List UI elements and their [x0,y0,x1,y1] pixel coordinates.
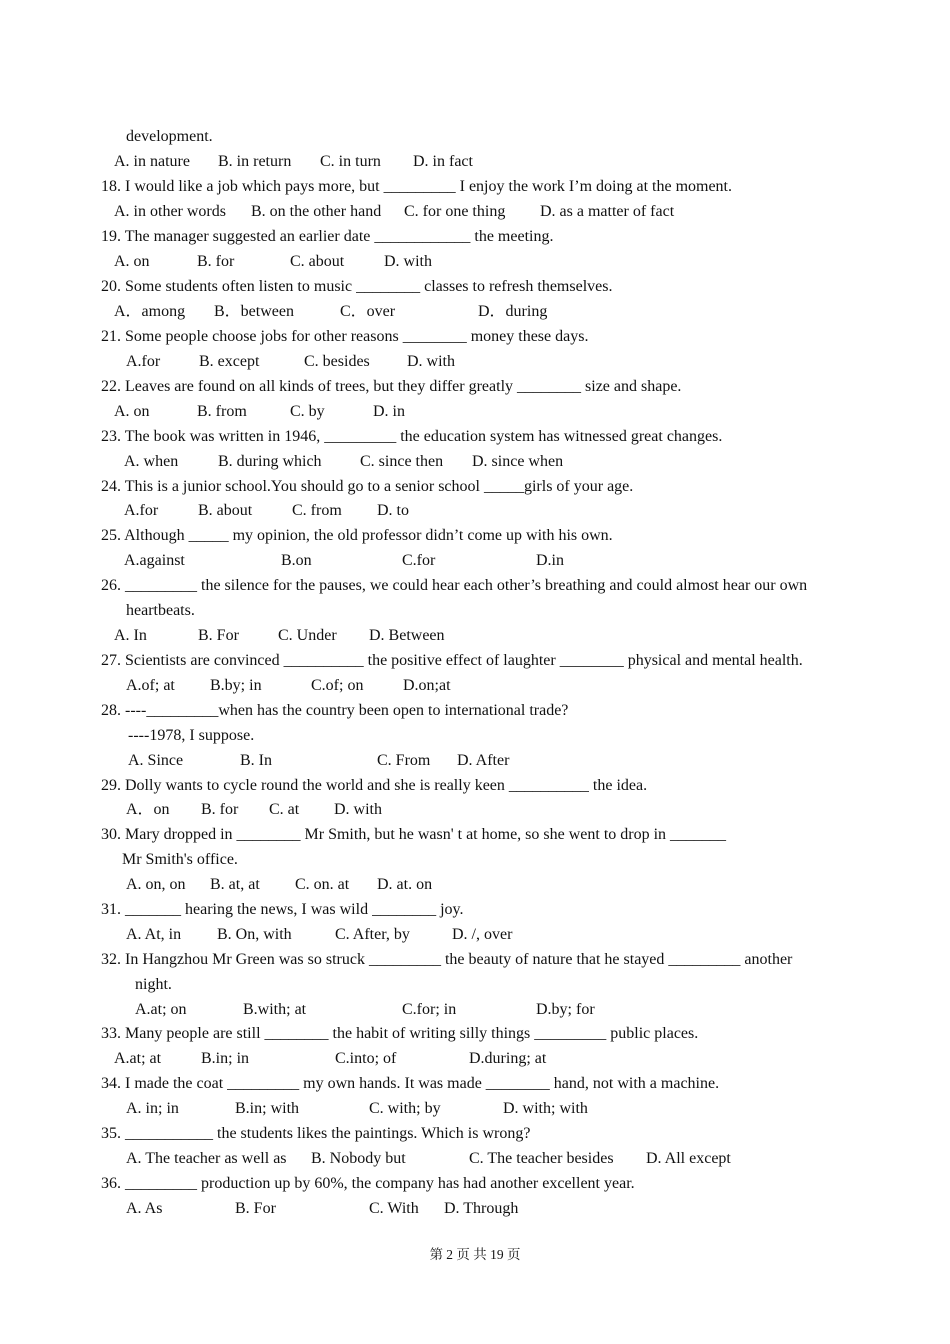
question-32: 32. In Hangzhou Mr Green was so struck _________ the beauty of nature that he stayed _________ another [101,951,793,968]
option-c: C. Under [278,627,337,644]
option-a: A.of; at [126,677,175,694]
option-c: C. From [377,752,431,769]
option-a: A.at; at [114,1050,162,1067]
option-d: D. to [377,502,409,519]
option-b: B. at, at [210,876,260,893]
option-b: B. during which [218,453,322,470]
option-b: B. on the other hand [251,203,382,220]
option-b: B. for [197,253,235,270]
option-c: C. at [269,801,300,818]
option-c: C. by [290,403,325,420]
option-a: A. on [114,403,150,420]
question-18: 18. I would like a job which pays more, but _________ I enjoy the work I’m doing at the moment. [101,178,732,195]
option-d: D. at. on [377,876,433,893]
option-b: B. except [199,353,260,370]
option-b: B. Nobody but [311,1150,406,1167]
option-a: A. The teacher as well as [126,1150,287,1167]
question-24: 24. This is a junior school.You should go to a senior school _____girls of your age. [101,478,634,495]
option-a: A.at; on [135,1001,187,1018]
option-b: B. On, with [217,926,292,943]
question-28: 28. ----_________when has the country been open to international trade? [101,702,569,719]
option-c: C.into; of [335,1050,397,1067]
page-footer: 第 2 页 共 19 页 [429,1247,521,1262]
question-27: 27. Scientists are convinced __________ the positive effect of laughter ________ physical and mental health. [101,652,803,669]
option-a: A. Since [128,752,184,769]
option-c: C. on. at [295,876,350,893]
option-a: A.against [124,552,185,569]
question-21: 21. Some people choose jobs for other reasons ________ money these days. [101,328,589,345]
option-b: B. For [235,1200,276,1217]
question-31: 31. _______ hearing the news, I was wild ________ joy. [101,901,464,918]
question-32-continued: night. [135,976,172,993]
question-30-continued: Mr Smith's office. [122,851,238,868]
option-a: A. At, in [126,926,182,943]
option-b: B. In [240,752,272,769]
option-d: D. in [373,403,405,420]
option-a: A. on [114,253,150,270]
option-b: B. from [197,403,247,420]
option-a: A.for [126,353,161,370]
option-a: A. when [124,453,179,470]
text-line: development. [126,128,213,145]
question-26: 26. _________ the silence for the pauses, we could hear each other’s breathing and could almost hear our own [101,577,808,594]
option-d: D. since when [472,453,564,470]
option-d: D.in [536,552,564,569]
question-28-reply: ----1978, I suppose. [128,727,255,744]
question-23: 23. The book was written in 1946, _________ the education system has witnessed great changes. [101,428,723,445]
option-b: B.in; with [235,1100,300,1117]
option-c: C．over [340,303,396,320]
option-c: C. in turn [320,153,381,170]
option-a: A．on [126,801,170,818]
option-c: C. After, by [335,926,410,943]
option-d: D. Between [369,627,445,644]
option-c: C. since then [360,453,444,470]
option-c: C. With [369,1200,419,1217]
question-33: 33. Many people are still ________ the habit of writing silly things _________ public places. [101,1025,699,1042]
option-d: D．during [478,303,548,320]
option-c: C.for [402,552,436,569]
question-25: 25. Although _____ my opinion, the old professor didn’t come up with his own. [101,527,613,544]
option-b: B．between [214,303,294,320]
option-d: D. with [384,253,432,270]
option-c: C. The teacher besides [469,1150,614,1167]
question-19: 19. The manager suggested an earlier date ____________ the meeting. [101,228,554,245]
option-b: B.on [281,552,312,569]
option-b: B. for [201,801,239,818]
question-26-continued: heartbeats. [126,602,195,619]
option-a: A. in; in [126,1100,179,1117]
option-a: A. on, on [126,876,186,893]
option-d: D. After [457,752,510,769]
option-a: A. in nature [114,153,190,170]
question-22: 22. Leaves are found on all kinds of trees, but they differ greatly ________ size and shape. [101,378,682,395]
option-c: C. with; by [369,1100,441,1117]
option-d: D. All except [646,1150,731,1167]
question-34: 34. I made the coat _________ my own hands. It was made ________ hand, not with a machine. [101,1075,720,1092]
option-b: B. about [198,502,253,519]
option-c: C. from [292,502,342,519]
question-30: 30. Mary dropped in ________ Mr Smith, but he wasn' t at home, so she went to drop in _______ [101,826,727,843]
option-c: C.for; in [402,1001,457,1018]
option-d: D. in fact [413,153,473,170]
option-b: B.by; in [210,677,262,694]
option-c: C. for one thing [404,203,506,220]
option-d: D.on;at [403,677,451,694]
option-d: D. Through [444,1200,519,1217]
option-d: D. with [334,801,382,818]
question-20: 20. Some students often listen to music ________ classes to refresh themselves. [101,278,613,295]
option-b: B. For [198,627,239,644]
option-a: A．among [114,303,186,320]
option-c: C.of; on [311,677,364,694]
option-a: A. As [126,1200,163,1217]
option-b: B. in return [218,153,292,170]
question-36: 36. _________ production up by 60%, the company has had another excellent year. [101,1175,635,1192]
option-d: D. /, over [452,926,513,943]
option-d: D.by; for [536,1001,595,1018]
option-d: D. with; with [503,1100,588,1117]
option-d: D. as a matter of fact [540,203,675,220]
option-d: D.during; at [469,1050,547,1067]
option-d: D. with [407,353,455,370]
question-29: 29. Dolly wants to cycle round the world and she is really keen __________ the idea. [101,777,648,794]
option-c: C. besides [304,353,370,370]
option-c: C. about [290,253,345,270]
option-a: A. in other words [114,203,226,220]
option-a: A. In [114,627,147,644]
option-b: B.with; at [243,1001,307,1018]
question-35: 35. ___________ the students likes the paintings. Which is wrong? [101,1125,531,1142]
option-a: A.for [124,502,159,519]
option-b: B.in; in [201,1050,250,1067]
